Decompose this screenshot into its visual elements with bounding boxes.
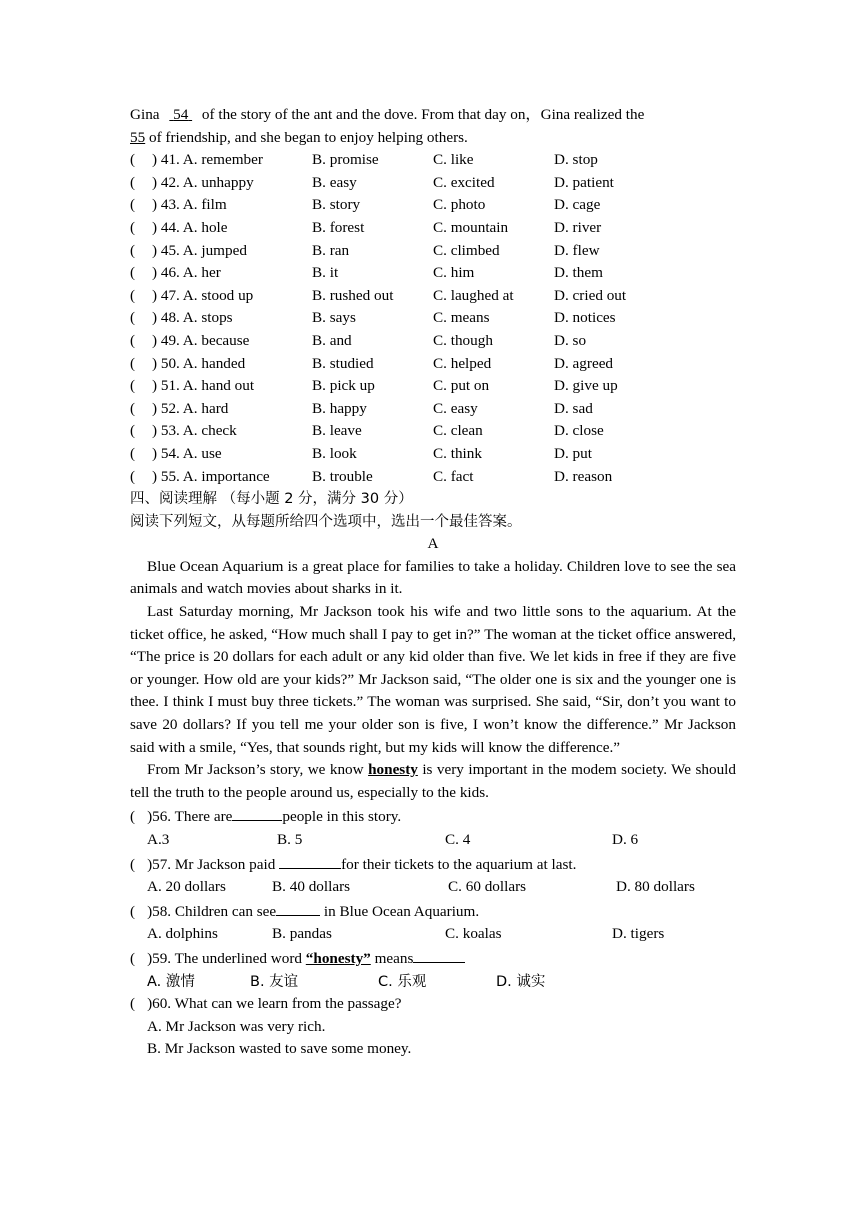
option-a: A. 激情: [147, 973, 195, 990]
section-4-title: 四、阅读理解 （每小题 2 分，满分 30 分）: [130, 491, 413, 508]
option-d: D. stop: [554, 151, 598, 169]
option-d: D. 6: [612, 831, 639, 848]
option-c: C. put on: [433, 377, 490, 395]
answer-paren: (: [130, 151, 136, 169]
question-stem: ) 54. A. use: [152, 444, 222, 462]
option-c: C. helped: [433, 354, 492, 372]
question-stem: ) 50. A. handed: [152, 354, 246, 372]
option-d: D. 诚实: [496, 973, 546, 990]
option-c: C. mountain: [433, 218, 509, 236]
option-c: C. photo: [433, 196, 486, 214]
option-a: A. 20 dollars: [147, 878, 226, 896]
cloze-end-line-2: [130, 127, 736, 150]
option-c: C. like: [433, 151, 474, 169]
option-c: C. climbed: [433, 241, 500, 259]
question-60-option-a: A. Mr Jackson was very rich.: [147, 1017, 326, 1035]
cloze-question-row: [130, 217, 736, 240]
answer-paren: (: [130, 196, 136, 214]
section-4-instruction: 阅读下列短文，从每题所给四个选项中，选出一个最佳答案。: [130, 513, 522, 530]
cloze-question-row: [130, 375, 736, 398]
question-59: ( )59. The underlined word “honesty” means: [130, 946, 736, 971]
cloze-question-row: [130, 443, 736, 466]
answer-blank: [279, 852, 341, 869]
question-stem: ) 41. A. remember: [152, 151, 263, 169]
option-d: D. put: [554, 444, 592, 462]
option-b: B. pandas: [272, 925, 332, 943]
question-58-options: [130, 923, 736, 946]
option-b: B. says: [312, 309, 356, 327]
cloze-question-row: [130, 330, 736, 353]
option-b: B. it: [312, 264, 339, 282]
cloze-question-list: [130, 149, 736, 488]
question-stem: ) 47. A. stood up: [152, 286, 254, 304]
option-d: D. flew: [554, 241, 600, 259]
cloze-text: Gina: [130, 106, 164, 123]
answer-blank: [413, 946, 465, 963]
question-stem: ) 55. A. importance: [152, 467, 270, 485]
option-a: A.3: [147, 831, 170, 848]
cloze-text: of friendship, and she began to enjoy helping others.: [148, 128, 468, 146]
option-b: B. and: [312, 331, 352, 349]
passage-paragraph-1: Blue Ocean Aquarium is a great place for families to take a holiday. Children love to see the sea animals and watch movies about sharks in it.: [130, 557, 736, 598]
option-c: C. 乐观: [378, 973, 427, 990]
question-58: ( )58. Children can see in Blue Ocean Aquarium.: [130, 899, 736, 924]
exam-page: [130, 104, 736, 1061]
option-c: C. though: [433, 331, 493, 349]
cloze-question-row: [130, 398, 736, 421]
answer-paren: (: [130, 241, 136, 259]
option-c: C. him: [433, 264, 475, 282]
option-a: A. dolphins: [147, 925, 218, 943]
option-c: C. koalas: [445, 925, 502, 943]
option-c: C. fact: [433, 467, 474, 485]
cloze-text: of the story of the ant and the dove. From that day on，Gina realized the: [201, 106, 645, 123]
option-d: D. sad: [554, 399, 593, 417]
option-b: B. rushed out: [312, 286, 394, 304]
cloze-question-row: [130, 466, 736, 489]
question-60-option-b: B. Mr Jackson wasted to save some money.: [147, 1040, 412, 1058]
option-d: D. agreed: [554, 354, 614, 372]
passage-paragraph-2: Last Saturday morning, Mr Jackson took his wife and two little sons to the aquarium. At the ticket office, he asked, “How much shall I pay to get in?” The woman at the ticket office answered, “The price is 20 dollars for each adult or any kid older than five. We let kids in free if they are five or younger. How old are your kids?” Mr Jackson said, “The older one is six and the younger one is thee. I think I must buy three tickets.” The woman was surprised. She said, “Sir, don’t you want to save 20 dollars? If you tell me your older son is five, I won’t know the difference.” Mr Jackson said with a smile, “Yes, that sounds right, but my kids will know the difference.”: [130, 603, 736, 756]
option-b: B. 40 dollars: [272, 878, 351, 896]
option-d: D. reason: [554, 467, 613, 485]
option-c: C. easy: [433, 399, 478, 417]
cloze-question-row: [130, 353, 736, 376]
cloze-question-row: [130, 240, 736, 263]
passage-label: A: [427, 535, 439, 553]
option-c: C. think: [433, 444, 482, 462]
option-d: D. cage: [554, 196, 601, 214]
option-b: B. promise: [312, 151, 379, 169]
option-c: C. means: [433, 309, 490, 327]
cloze-question-row: [130, 285, 736, 308]
option-b: B. 友谊: [250, 973, 299, 990]
question-stem: ) 53. A. check: [152, 422, 237, 440]
option-c: C. excited: [433, 173, 495, 191]
question-59-options: [130, 971, 736, 994]
option-b: B. forest: [312, 218, 365, 236]
option-b: B. story: [312, 196, 361, 214]
question-60: ( )60. What can we learn from the passage?: [130, 995, 402, 1013]
cloze-question-row: [130, 307, 736, 330]
answer-paren: (: [130, 422, 136, 440]
answer-paren: (: [130, 377, 136, 395]
question-stem: ) 49. A. because: [152, 331, 250, 349]
passage-paragraph-3: From Mr Jackson’s story, we know honesty is very important in the modem society. We should tell the truth to the people around us, especially to the kids.: [130, 761, 736, 801]
answer-paren: (: [130, 331, 136, 349]
option-b: B. ran: [312, 241, 350, 259]
answer-paren: (: [130, 264, 136, 282]
option-d: D. cried out: [554, 286, 627, 304]
option-b: B. pick up: [312, 377, 375, 395]
underlined-word-honesty: honesty: [368, 761, 418, 779]
question-stem: ) 44. A. hole: [152, 218, 228, 236]
question-stem: ) 51. A. hand out: [152, 377, 255, 395]
cloze-question-row: [130, 420, 736, 443]
option-d: D. close: [554, 422, 604, 440]
option-d: D. so: [554, 331, 587, 349]
option-d: D. river: [554, 218, 602, 236]
option-c: C. 4: [445, 831, 471, 848]
blank-55: 55: [130, 128, 146, 146]
question-stem: ) 43. A. film: [152, 196, 227, 214]
option-d: D. notices: [554, 309, 616, 327]
answer-paren: (: [130, 399, 136, 417]
answer-blank: [276, 899, 320, 916]
option-d: D. tigers: [612, 925, 665, 943]
option-b: B. leave: [312, 422, 362, 440]
option-d: D. them: [554, 264, 603, 282]
answer-paren: (: [130, 286, 136, 304]
answer-paren: (: [130, 444, 136, 462]
question-57: ( )57. Mr Jackson paid for their tickets to the aquarium at last.: [130, 852, 736, 877]
question-56: ( )56. There are people in this story.: [130, 804, 736, 829]
answer-paren: (: [130, 467, 136, 485]
option-c: C. 60 dollars: [448, 878, 527, 896]
blank-54: 54: [173, 106, 189, 123]
cloze-question-row: [130, 149, 736, 172]
option-b: B. happy: [312, 399, 367, 417]
question-stem: ) 42. A. unhappy: [152, 173, 254, 191]
question-stem: ) 48. A. stops: [152, 309, 233, 327]
option-d: D. 80 dollars: [616, 878, 695, 896]
option-b: B. 5: [277, 831, 303, 848]
answer-blank: [232, 804, 282, 821]
answer-paren: (: [130, 309, 136, 327]
question-57-options: [130, 876, 736, 899]
cloze-question-row: [130, 194, 736, 217]
question-56-options: [130, 829, 736, 852]
cloze-question-row: [130, 172, 736, 195]
option-c: C. laughed at: [433, 286, 514, 304]
option-b: B. trouble: [312, 467, 373, 485]
option-d: D. give up: [554, 377, 618, 395]
answer-paren: (: [130, 173, 136, 191]
answer-paren: (: [130, 354, 136, 372]
option-b: B. look: [312, 444, 357, 462]
cloze-end-line-1: [130, 104, 736, 127]
question-stem: ) 45. A. jumped: [152, 241, 247, 259]
option-b: B. easy: [312, 173, 357, 191]
option-d: D. patient: [554, 173, 614, 191]
answer-paren: (: [130, 218, 136, 236]
option-c: C. clean: [433, 422, 483, 440]
question-stem: ) 46. A. her: [152, 264, 221, 282]
option-b: B. studied: [312, 354, 374, 372]
question-stem: ) 52. A. hard: [152, 399, 229, 417]
underlined-word-honesty-quoted: “honesty”: [305, 949, 371, 967]
cloze-question-row: [130, 262, 736, 285]
